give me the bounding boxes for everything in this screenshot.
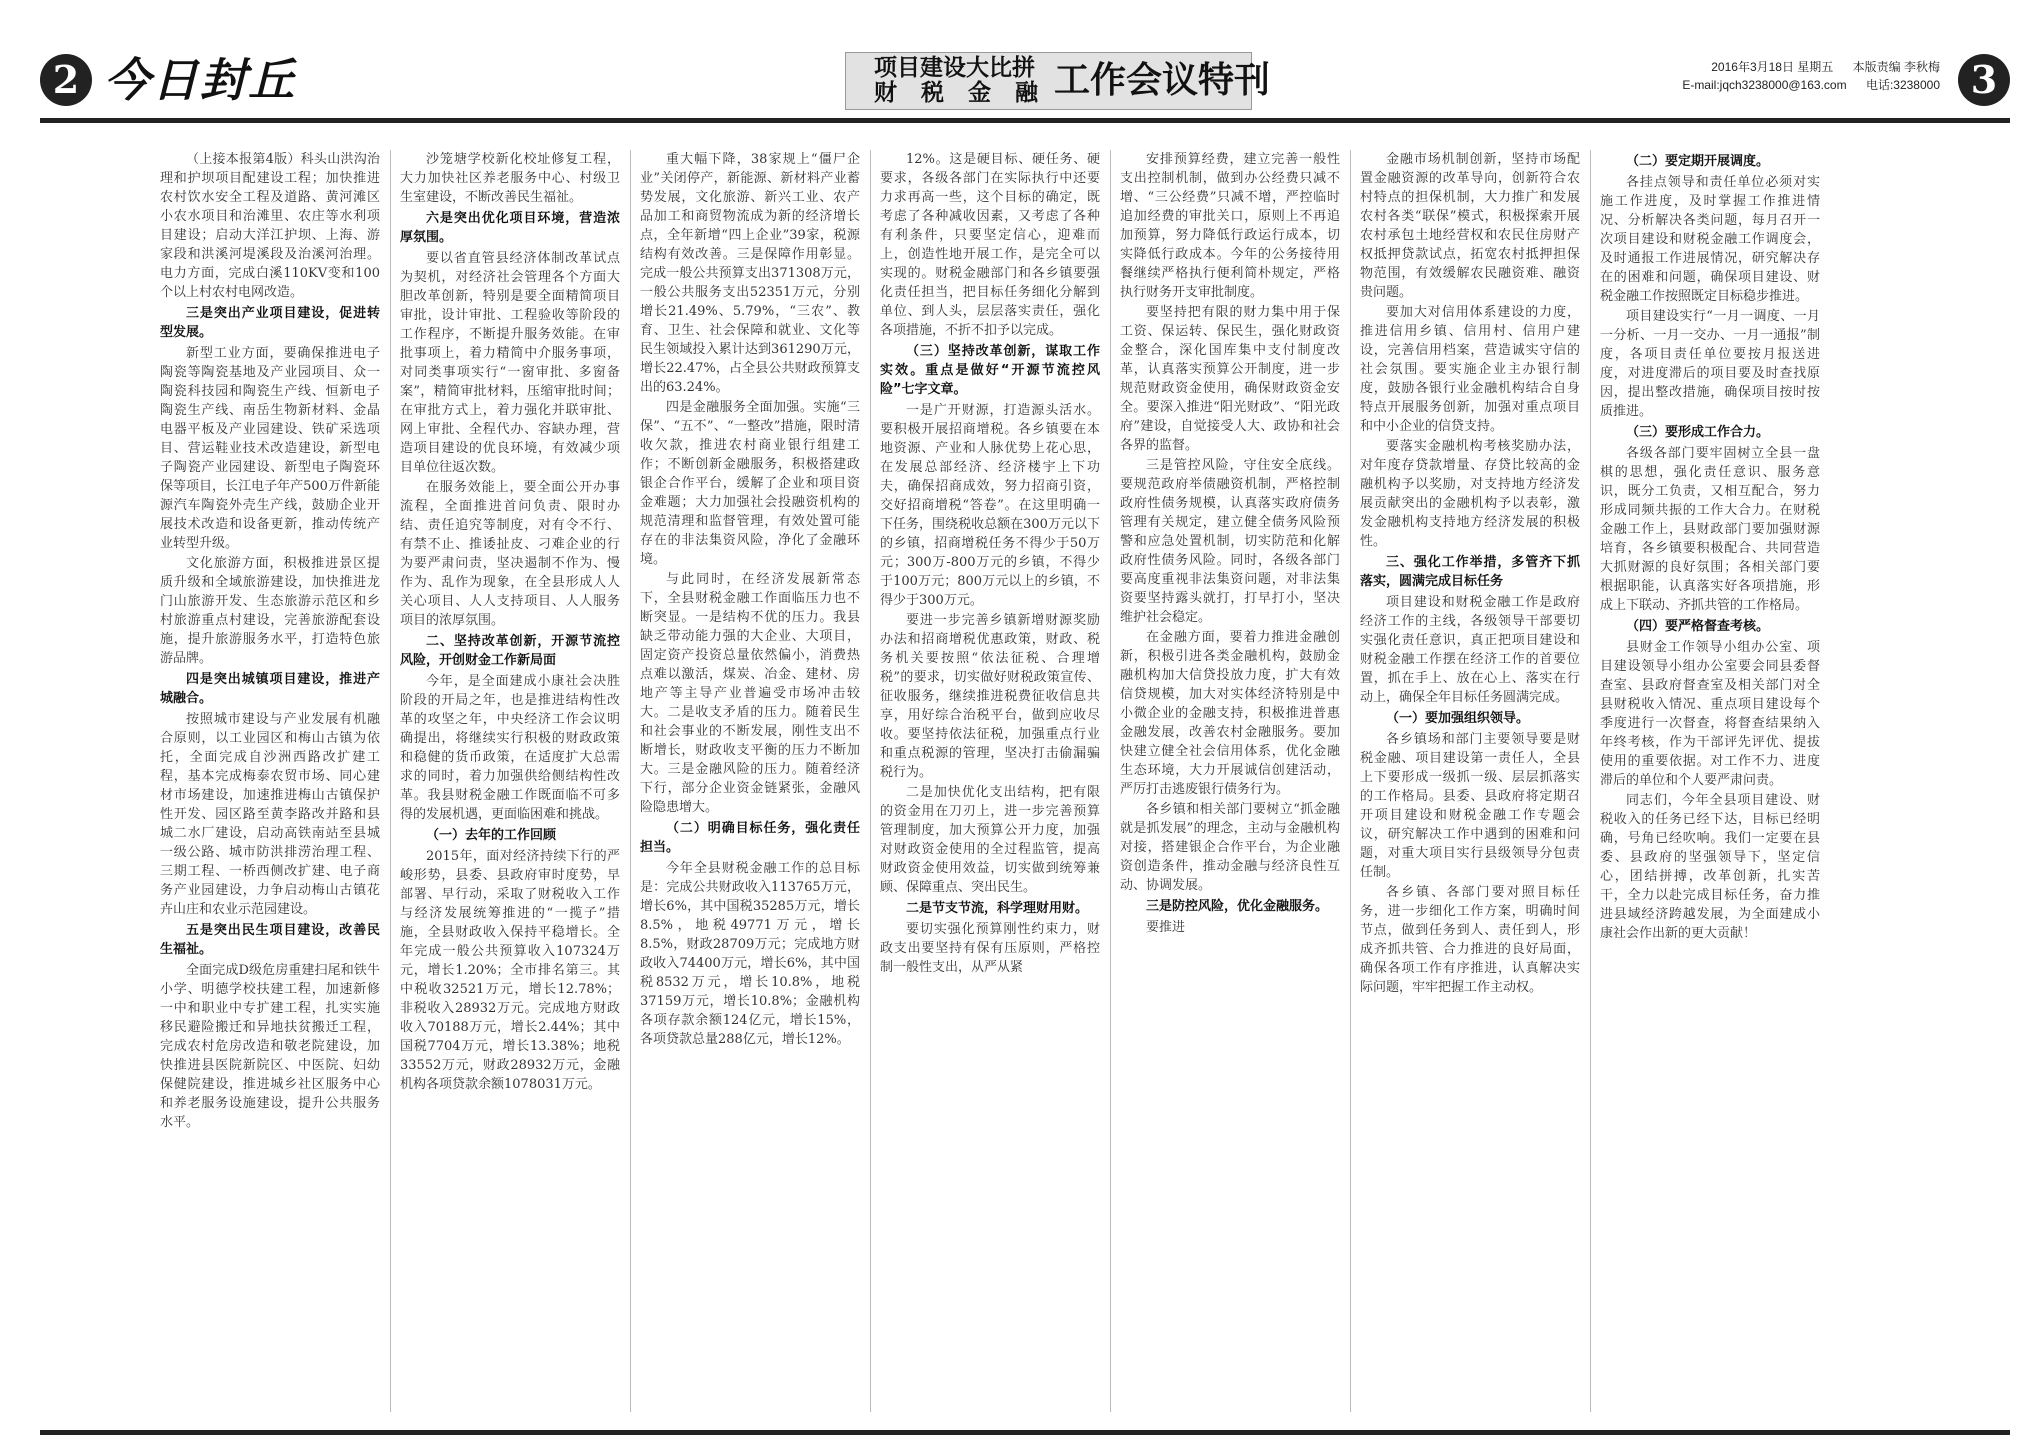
left-page-number: 2 <box>40 54 92 106</box>
paragraph: 四是金融服务全面加强。实施“三保”、“五不”、“一整改”措施，限时清收欠款，推进农村商业银行组建工作；不断创新金融服务，积极搭建政银企合作平台，缓解了企业和项目资金难题；大力加强社会投融资机构的规范清理和监督管理，有效处置可能存在的非法集资风险，净化了金融环境。 <box>640 400 860 567</box>
masthead <box>40 44 2010 116</box>
section-heading: （三）坚持改革创新，谋取工作实效。重点是做好“开源节流控风险”七字文章。 <box>880 344 1100 397</box>
paragraph: 一是广开财源，打造源头活水。要积极开展招商增税。各乡镇要在本地资源、产业和人脉优势上花心思，在发展总部经济、经济楼宇上下功夫，确保招商成效，努力招商引资，交好招商增税“答卷”。在这里明确一下任务，围绕税收总额在300万元以下的乡镇，招商增税任务不得少于50万元；300万-800万元的乡镇，不得少于100万元；800万元以上的乡镇，不得少于300万元。 <box>880 403 1100 608</box>
section-heading: 三是防控风险，优化金融服务。 <box>1146 899 1329 914</box>
paragraph: 按照城市建设与产业发展有机融合原则，以工业园区和梅山古镇为依托，全面完成自沙洲西路改扩建工程，基本完成梅泰农贸市场、同心建材市场建设，加速推进梅山古镇保护性开发、园区路至黄李路改并路和县城二水厂建设，启动高铁南站至县城一级公路、城市防洪排涝治理工程、三期工程、一桥西侧改扩建、电子商务产业园建设，力争启动梅山古镇花卉山庄和农业示范园建设。 <box>160 712 380 917</box>
column-divider <box>390 150 391 1412</box>
newspaper-logo: 今日封丘 <box>104 53 296 107</box>
section-heading: 六是突出优化项目环境，营造浓厚氛围。 <box>400 211 620 245</box>
paragraph: 各乡镇和相关部门要树立“抓金融就是抓发展”的理念，主动与金融机构对接，搭建银企合作平台，为企业融资创造条件，推动金融与经济良性互动、协调发展。 <box>1120 802 1340 893</box>
paragraph: 二是加快优化支出结构，把有限的资金用在刀刃上，进一步完善预算管理制度，加大预算公开力度，加强对财政资金使用的全过程监管，提高财政资金使用效益，切实做到统筹兼顾、保障重点、突出民生。 <box>880 785 1100 895</box>
banner-stack-text <box>874 56 1052 106</box>
section-heading: 四是突出城镇项目建设，推进产城融合。 <box>160 672 380 706</box>
section-heading: （四）要严格督查考核。 <box>1626 619 1770 634</box>
article-column-2 <box>400 150 620 1412</box>
section-heading: 二是节支节流，科学理财用财。 <box>906 901 1089 916</box>
column-divider <box>630 150 631 1412</box>
paragraph: 要切实强化预算刚性约束力，财政支出要坚持有保有压原则，严格控制一般性支出，从严从紧 <box>880 922 1100 975</box>
masthead-rule <box>40 118 2010 123</box>
banner-line-2: 财 税 金 融 <box>874 80 1047 106</box>
article-column-6 <box>1360 150 1580 1412</box>
article-column-7 <box>1600 150 1820 1412</box>
issue-date: 2016年3月18日 星期五 <box>1711 60 1834 74</box>
paragraph: 与此同时，在经济发展新常态下，全县财税金融工作面临压力也不断突显。一是结构不优的压力。我县缺乏带动能力强的大企业、大项目，固定资产投资总量依然偏小，消费热点难以激活，煤炭、冶金、建材、房地产等主导产业普遍受市场冲击较大。二是收支矛盾的压力。随着民生和社会事业的不断发展，刚性支出不断增长，财政收支平衡的压力不断加大。三是金融风险的压力。随着经济下行，部分企业资金链紧张，金融风险隐患增大。 <box>640 572 860 815</box>
paragraph: 文化旅游方面，积极推进景区提质升级和全域旅游建设，加快推进龙门山旅游开发、生态旅游示范区和乡村旅游重点村建设，完善旅游配套设施，提升旅游服务水平，打造特色旅游品牌。 <box>160 556 380 666</box>
footer-rule <box>40 1430 2010 1435</box>
section-heading: 三、强化工作举措，多管齐下抓落实，圆满完成目标任务 <box>1360 555 1580 589</box>
contact-phone: 电话:3238000 <box>1865 78 1940 92</box>
paragraph: 今年，是全面建成小康社会决胜阶段的开局之年，也是推进结构性改革的攻坚之年，中央经济工作会议明确提出，将继续实行积极的财政政策和稳健的货币政策，在适度扩大总需求的同时，着力加强供给侧结构性改革。我县财税金融工作既面临不可多得的发展机遇，更面临困难和挑战。 <box>400 674 620 822</box>
paragraph: 各级各部门要牢固树立全县一盘棋的思想，强化责任意识、服务意识，既分工负责，又相互配合，努力形成同频共振的工作大合力。在财税金融工作上，县财政部门要加强财源培育，各乡镇要积极配合、共同营造大抓财源的良好氛围；各相关部门要根据职能，认真落实好各项措施，形成上下联动、齐抓共管的工作格局。 <box>1600 446 1820 613</box>
paragraph: 沙笼塘学校新化校址修复工程，大力加快社区养老服务中心、村级卫生室建设，不断改善民生福祉。 <box>400 152 620 205</box>
paragraph: 重大幅下降，38家规上“僵尸企业”关闭停产，新能源、新材料产业蓄势发展，文化旅游、新兴工业、农产品加工和商贸物流成为新的经济增长点，全年新增“四上企业”39家，税源结构有效改善。三是保障作用彰显。完成一般公共预算支出371308万元，一般公共服务支出52351万元，分别增长21.49%、5.79%，“三农”、教育、卫生、社会保障和就业、文化等民生领域投入累计达到361290万元，增长22.47%，占全县公共财政预算支出的63.24%。 <box>640 152 860 395</box>
article-column-5 <box>1120 150 1340 1412</box>
contact-email: E-mail:jqch3238000@163.com <box>1682 78 1847 92</box>
section-heading: （二）要定期开展调度。 <box>1626 154 1770 169</box>
column-divider <box>1110 150 1111 1412</box>
section-heading: （一）要加强组织领导。 <box>1386 711 1530 726</box>
banner-main-title: 工作会议特刊 <box>1054 60 1271 101</box>
paragraph: 在金融方面，要着力推进金融创新，积极引进各类金融机构，鼓励金融机构加大信贷投放力度，扩大有效信贷规模，加大对实体经济特别是中小微企业的金融支持，积极推进普惠金融发展，改善农村金融服务。要加快建立健全社会信用体系，优化金融生态环境，大力开展诚信创建活动，严厉打击逃废银行债务行为。 <box>1120 630 1340 797</box>
paragraph: 要加大对信用体系建设的力度，推进信用乡镇、信用村、信用户建设，完善信用档案，营造诚实守信的社会氛围。要实施企业主办银行制度，鼓励各银行业金融机构结合自身特点开展服务创新，加强对重点项目和中小企业的信贷支持。 <box>1360 305 1580 434</box>
section-heading: （三）要形成工作合力。 <box>1626 425 1770 440</box>
paragraph: 县财金工作领导小组办公室、项目建设领导小组办公室要会同县委督查室、县政府督查室及相关部门对全县财税收入情况、重点项目建设每个季度进行一次督查，将督查结果纳入年终考核，作为干部评先评优、提拔使用的重要依据。对工作不力、进度滞后的单位和个人要严肃问责。 <box>1600 640 1820 788</box>
issue-editor: 本版责编 李秋梅 <box>1852 60 1940 74</box>
paragraph: 金融市场机制创新，坚持市场配置金融资源的改革导向，创新符合农村特点的担保机制，大力推广和发展农村各类“联保”模式，积极探索开展农村承包土地经营权和农民住房财产权抵押贷款试点，拓宽农村抵押担保物范围，有效缓解农民融资难、融资贵问题。 <box>1360 152 1580 300</box>
paragraph: 要以省直管县经济体制改革试点为契机，对经济社会管理各个方面大胆改革创新，特别是要全面精简项目审批，设计审批、工程验收等阶段的工作程序，不断提升服务效能。在审批事项上，着力精简中介服务事项，对同类事项实行“一窗审批、多窗备案”，精简审批材料，压缩审批时间；在审批方式上，着力强化并联审批、网上审批、全程代办、容缺办理，营造项目建设的优良环境，有效减少项目单位往返次数。 <box>400 251 620 475</box>
paragraph: 项目建设和财税金融工作是政府经济工作的主线，各级领导干部要切实强化责任意识，真正把项目建设和财税金融工作摆在经济工作的首要位置，抓在手上、放在心上、落实在行动上，确保全年目标任务圆满完成。 <box>1360 595 1580 705</box>
paragraph: 要坚持把有限的财力集中用于保工资、保运转、保民生，强化财政资金整合，深化国库集中支付制度改革，认真落实预算公开制度，进一步规范财政资金使用，确保财政资金安全。要深入推进“阳光财政”、“阳光政府”建设，自觉接受人大、政协和社会各界的监督。 <box>1120 305 1340 453</box>
section-heading: 三是突出产业项目建设，促进转型发展。 <box>160 306 380 340</box>
paragraph: 2015年，面对经济持续下行的严峻形势，县委、县政府审时度势，早部署、早行动，采取了财税收入工作与经济发展统筹推进的“一揽子”措施，全县财政收入保持平稳增长。全年完成一般公共预算收入107324万元，增长1.20%；全市排名第三。其中税收32521万元，增长12.78%；非税收入28932万元。完成地方财政收入70188万元，增长2.44%；其中国税7704万元，增长13.38%；地税33552万元，财政28932万元，金融机构各项贷款余额1078031万元。 <box>400 849 620 1092</box>
issue-meta <box>1666 58 1940 94</box>
article-column-4 <box>880 150 1100 1412</box>
paragraph: 今年全县财税金融工作的总目标是：完成公共财政收入113765万元，增长6%，其中国税35285万元，增长8.5%，地税49771万元，增长8.5%，财政28709万元；完成地方财政收入74400万元，增长6%，其中国税8532万元，增长10.8%，地税37159万元，增长10.8%；金融机构各项存款余额124亿元，增长15%，各项贷款总量288亿元，增长12%。 <box>640 861 860 1047</box>
paragraph: 同志们，今年全县项目建设、财税收入的任务已经下达，目标已经明确，号角已经吹响。我们一定要在县委、县政府的坚强领导下，坚定信心，团结拼搏，改革创新，扎实苦干，全力以赴完成目标任务，奋力推进县域经济跨越发展，为全面建成小康社会作出新的更大贡献！ <box>1600 793 1820 941</box>
paragraph: 全面完成D级危房重建扫尾和铁牛小学、明德学校扶建工程，加速新修一中和职业中专扩建工程，扎实实施移民避险搬迁和异地扶贫搬迁工程，完成农村危房改造和敬老院建设，加快推进县医院新院区、中医院、妇幼保健院建设，推进城乡社区服务中心和养老服务设施建设，提升公共服务水平。 <box>160 963 380 1130</box>
article-body <box>160 124 2010 1430</box>
column-divider <box>870 150 871 1412</box>
paragraph: （上接本报第4版）科头山洪沟治理和护坝项目配建设工程；加快推进农村饮水安全工程及道路、黄河滩区小农水项目和治滩里、农庄等水利项目建设；启动大洋江护坝、上海、游家段和洪溪河堤溪段及治溪河治理。电力方面，完成白溪110KV变和100个以上村农村电网改造。 <box>160 152 380 300</box>
paragraph: 要推进 <box>1146 920 1186 935</box>
paragraph: 要落实金融机构考核奖励办法，对年度存贷款增量、存贷比较高的金融机构予以奖励，对支持地方经济发展贡献突出的金融机构予以表彰，激发金融机构支持地方经济发展的积极性。 <box>1360 439 1580 549</box>
section-heading: 二、坚持改革创新，开源节流控风险，开创财金工作新局面 <box>400 634 620 668</box>
paragraph: 各乡镇、各部门要对照目标任务，进一步细化工作方案，明确时间节点，做到任务到人、责任到人，形成齐抓共管、合力推进的良好局面，确保各项工作有序推进，认真解决实际问题，牢牢把握工作主动权。 <box>1360 885 1580 995</box>
banner-line-1: 项目建设大比拼 <box>874 55 1035 81</box>
paragraph: 各乡镇场和部门主要领导要是财税金融、项目建设第一责任人，全县上下要形成一级抓一级、层层抓落实的工作格局。县委、县政府将定期召开项目建设和财税金融工作专题会议，研究解决工作中遇到的困难和问题，对重大项目实行县级领导分包责任制。 <box>1360 732 1580 880</box>
paragraph: 安排预算经费，建立完善一般性支出控制机制，做到办公经费只减不增、“三公经费”只减不增，严控临时追加经费的审批关口，原则上不再追加预算，努力降低行政运行成本，切实降低行政成本。今年的公务接待用餐继续严格执行便利简朴规定，严格执行财务开支审批制度。 <box>1120 152 1340 300</box>
section-heading: （一）去年的工作回顾 <box>426 828 557 843</box>
paragraph: 项目建设实行“一月一调度、一月一分析、一月一交办、一月一通报”制度，各项目责任单位要按月报送进度，对进度滞后的项目要及时查找原因，提出整改措施，确保项目按时按质推进。 <box>1600 309 1820 419</box>
article-column-3 <box>640 150 860 1412</box>
special-issue-banner <box>845 52 1271 110</box>
article-column-1 <box>160 150 380 1412</box>
paragraph: 三是管控风险，守住安全底线。要规范政府举债融资机制，严格控制政府性债务规模，认真落实政府债务管理有关规定，建立健全债务风险预警和应急处置机制，切实防范和化解政府性债务风险。同时，各级各部门要高度重视非法集资问题，对非法集资要坚持露头就打，打早打小，坚决维护社会稳定。 <box>1120 458 1340 625</box>
right-page-number: 3 <box>1958 54 2010 106</box>
column-divider <box>1350 150 1351 1412</box>
paragraph: 在服务效能上，要全面公开办事流程，全面推进首问负责、限时办结、责任追究等制度，对有令不行、有禁不止、推诿扯皮、刁难企业的行为要严肃问责，坚决遏制不作为、慢作为、乱作为现象，在全县形成人人关心项目、人人支持项目、人人服务项目的浓厚氛围。 <box>400 480 620 628</box>
paragraph: 要进一步完善乡镇新增财源奖励办法和招商增税优惠政策，财政、税务机关要按照“依法征税、合理增税”的要求，切实做好财税政策宣传、征收服务，继续推进税费征收信息共享，用好综合治税平台，做到应收尽收。要坚持依法征税，加强重点行业和重点税源的管理，坚决打击偷漏骗税行为。 <box>880 613 1100 780</box>
column-divider <box>1590 150 1591 1412</box>
paragraph: 新型工业方面，要确保推进电子陶瓷等陶瓷基地及产业园项目、众一陶瓷科技园和陶瓷生产线、恒新电子陶瓷生产线、南岳生物新材料、金晶电器平板及产业园建设、铁矿采选项目、营运鞋业技术改造建设，新型电子陶瓷产业园建设、新型电子陶瓷环保等项目，长江电子年产500万件新能源汽车陶瓷外壳生产线，鼓励企业开展技术改造和设备更新，推动传统产业转型升级。 <box>160 346 380 551</box>
section-heading: 五是突出民生项目建设，改善民生福祉。 <box>160 923 380 957</box>
section-heading: （二）明确目标任务，强化责任担当。 <box>640 821 860 855</box>
paragraph: 12%。这是硬目标、硬任务、硬要求，各级各部门在实际执行中还要力求再高一些，这个目标的确定，既考虑了各种减收因素，又考虑了各种有利条件，只要坚定信心，迎难而上，创造性地开展工作，是完全可以实现的。财税金融部门和各乡镇要强化责任担当，把目标任务细化分解到单位、到人头，层层落实责任，强化各项措施，不折不扣予以完成。 <box>880 152 1100 338</box>
paragraph: 各挂点领导和责任单位必须对实施工作进度，及时掌握工作推进情况、分析解决各类问题，每月召开一次项目建设和财税金融工作调度会，及时通报工作进展情况，研究解决存在的困难和问题，确保项目建设、财税金融工作按照既定目标稳步推进。 <box>1600 175 1820 304</box>
